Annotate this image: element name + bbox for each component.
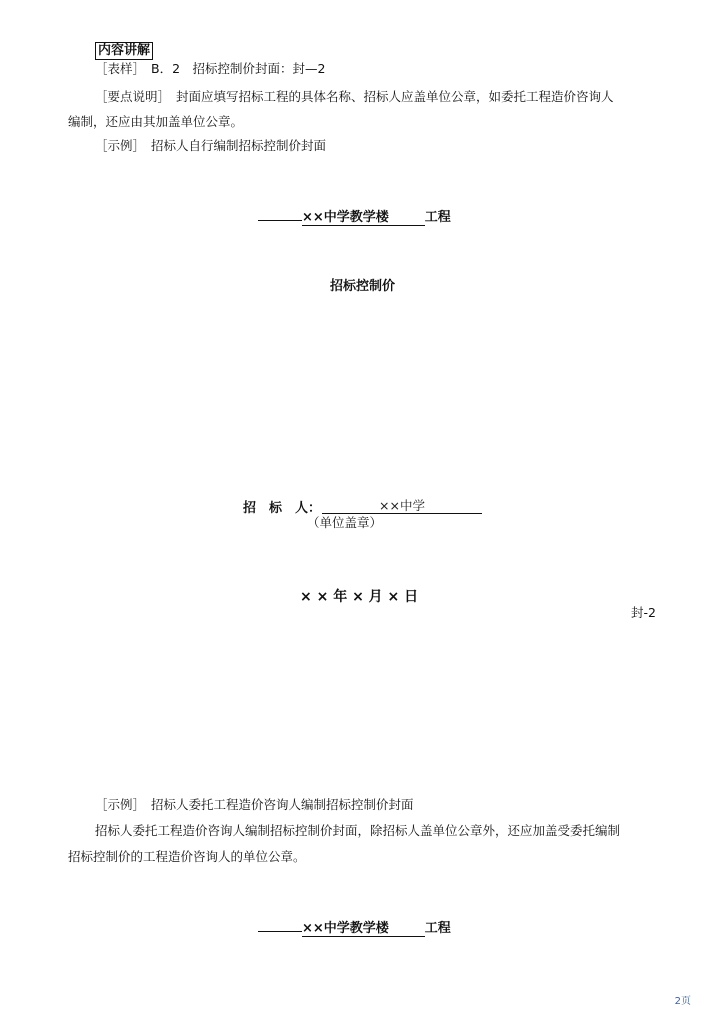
cover1-project-suffix: 工程	[424, 210, 451, 225]
example2-desc-line2: 招标控制价的工程造价咨询人的单位公章。	[68, 849, 306, 864]
form-ref-text: B．2 招标控制价封面：封—2	[151, 61, 326, 76]
example1-text: 招标人自行编制招标控制价封面	[151, 138, 327, 153]
cover1-form-code: 封-2	[631, 605, 656, 620]
cover1-project-line	[258, 206, 451, 226]
form-ref-line	[95, 61, 326, 77]
example2-line	[95, 797, 414, 813]
example2-text: 招标人委托工程造价咨询人编制招标控制价封面	[151, 797, 414, 812]
cover1-blank-line	[258, 208, 302, 221]
example2-desc-line1: 招标人委托工程造价咨询人编制招标控制价封面，除招标人盖单位公章外，还应加盖受委托编制	[95, 823, 621, 838]
section-heading: 内容讲解	[95, 42, 153, 60]
cover1-date: × × 年 × 月 × 日	[300, 589, 419, 605]
cover2-project-line	[258, 917, 451, 937]
key-points-line2: 编制，还应由其加盖单位公章。	[68, 114, 244, 129]
key-points-text1: 封面应填写招标工程的具体名称、招标人应盖单位公章，如委托工程造价咨询人	[176, 89, 614, 104]
key-points-tag: ［要点说明］	[95, 89, 171, 104]
cover1-tenderer-label: 招 标 人：	[243, 501, 322, 516]
example1-tag: ［示例］	[95, 138, 146, 153]
example1-line	[95, 138, 326, 154]
form-ref-tag: ［表样］	[95, 61, 146, 76]
example2-tag: ［示例］	[95, 797, 146, 812]
cover1-title: 招标控制价	[330, 279, 396, 294]
key-points-line1	[95, 89, 614, 105]
cover1-tenderer-value: ××中学	[322, 498, 482, 514]
cover2-blank-line	[258, 919, 302, 932]
page-number: 2页	[674, 996, 691, 1007]
cover1-project-name: ××中学教学楼	[302, 206, 425, 226]
cover1-seal-note: （单位盖章）	[307, 515, 383, 530]
cover2-project-name: ××中学教学楼	[302, 917, 425, 937]
cover2-project-suffix: 工程	[424, 921, 451, 936]
